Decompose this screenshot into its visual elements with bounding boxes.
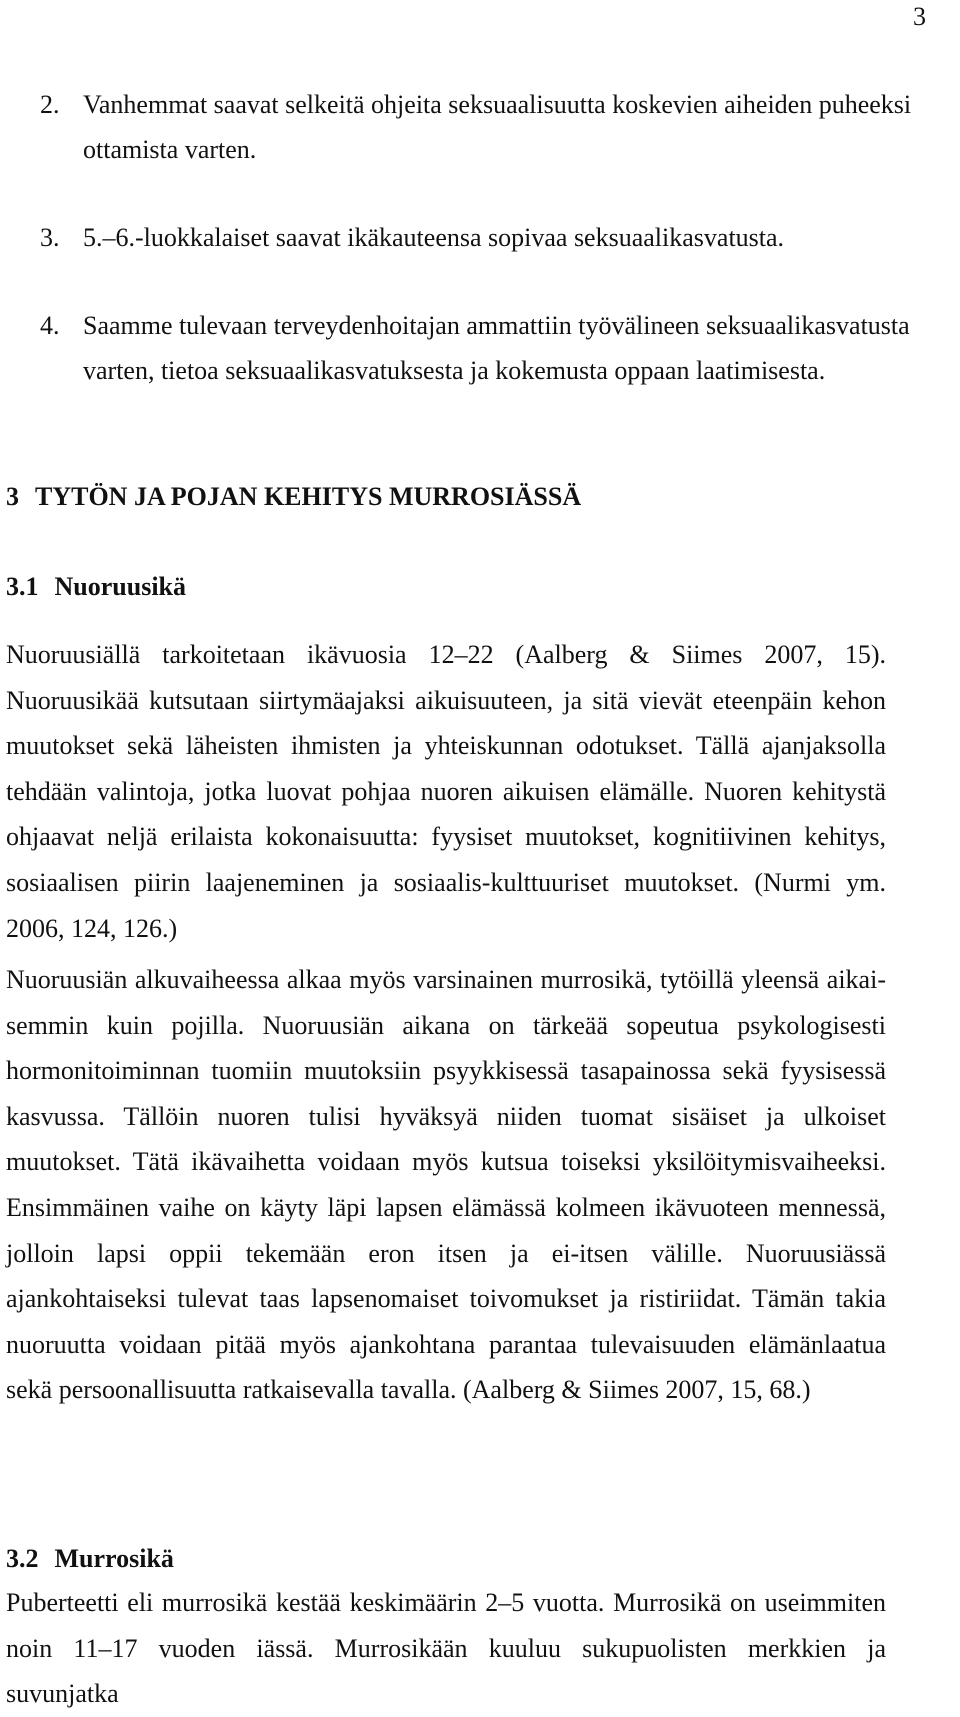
goals-list bbox=[40, 82, 920, 393]
section-number: 3.2 bbox=[6, 1544, 39, 1573]
chapter-number: 3 bbox=[6, 482, 19, 511]
paragraph-nuoruusian-alkuvaihe: Nuoruusiän alkuvaiheessa alkaa myös varsinainen murrosikä, tytöillä yleensä aikaisemmin kuin pojilla. Nuoruusiän aikana on tärkeää sopeutua psykologisesti hormonitoiminnan tuomiin muutoksiin psyykkisessä tasapainossa sekä fyysisessä kasvussa. Tällöin nuoren tulisi hyväksyä niiden tuomat sisäiset ja ulkoiset muutokset. Tätä ikävaihetta voidaan myös kutsua toiseksi yksilöitymisvaiheeksi. Ensimmäinen vaihe on käyty läpi lapsen elämässä kolmeen ikävuoteen mennessä, jolloin lapsi oppii tekemään eron itsen ja ei-itsen välille. Nuoruusiässä ajankohtaiseksi tulevat taas lapsenomaiset toivomukset ja ristiriidat. Tämän takia nuoruutta voidaan pitää myös ajankohtana parantaa tulevaisuuden elämänlaatua sekä persoonallisuutta ratkaisevalla tavalla. (Aalberg & Siimes 2007, 15, 68.) bbox=[6, 965, 886, 1405]
section-number: 3.1 bbox=[6, 572, 39, 601]
section-heading-murrosika bbox=[6, 1544, 174, 1574]
list-item-text: Saamme tulevaan terveydenhoitajan ammattiin työvälineen seksuaalikasvatusta varten, tietoa seksuaalikasvatuksesta ja kokemusta oppaan laatimisesta. bbox=[83, 311, 910, 385]
list-item bbox=[40, 303, 920, 393]
list-item bbox=[40, 82, 920, 172]
section-title: Nuoruusikä bbox=[54, 572, 186, 601]
chapter-heading bbox=[6, 482, 581, 512]
paragraph-murrosika: Puberteetti eli murrosikä kestää keskimäärin 2–5 vuotta. Murrosikä on useimmiten noin 11–17 vuoden iässä. Murrosikään kuuluu sukupuolisten merkkien ja suvunjatka bbox=[6, 1588, 886, 1709]
page-number: 3 bbox=[913, 2, 926, 31]
paragraph-nuoruusika-definition: Nuoruusiällä tarkoitetaan ikävuosia 12–22 (Aalberg & Siimes 2007, 15). Nuoruusikää kutsutaan siirtymäajaksi aikuisuuteen, ja sitä vievät eteenpäin kehon muutokset sekä läheisten ihmisten ja yhteiskunnan odotukset. Tällä ajanjaksolla tehdään valintoja, jotka luovat pohjaa nuoren aikuisen elämälle. Nuoren kehitystä ohjaavat neljä erilaista kokonaisuutta: fyysiset muutokset, kognitiivinen kehitys, sosiaalisen piirin laajeneminen ja sosiaalis-kulttuuriset muutokset. (Nurmi ym. 2006, 124, 126.) bbox=[6, 640, 886, 943]
list-item-number: 3. bbox=[40, 223, 60, 252]
list-item-number: 4. bbox=[40, 311, 60, 340]
list-item-text: 5.–6.-luokkalaiset saavat ikäkauteensa sopivaa seksuaalikasvatusta. bbox=[83, 223, 785, 252]
list-item bbox=[40, 215, 920, 260]
list-item-number: 2. bbox=[40, 90, 60, 119]
list-item-text: Vanhemmat saavat selkeitä ohjeita seksuaalisuutta koskevien aiheiden puheeksi ottamista varten. bbox=[83, 90, 912, 164]
section-title: Murrosikä bbox=[54, 1544, 174, 1573]
section-heading-nuoruusika bbox=[6, 572, 186, 602]
chapter-title: TYTÖN JA POJAN KEHITYS MURROSIÄSSÄ bbox=[35, 482, 582, 511]
